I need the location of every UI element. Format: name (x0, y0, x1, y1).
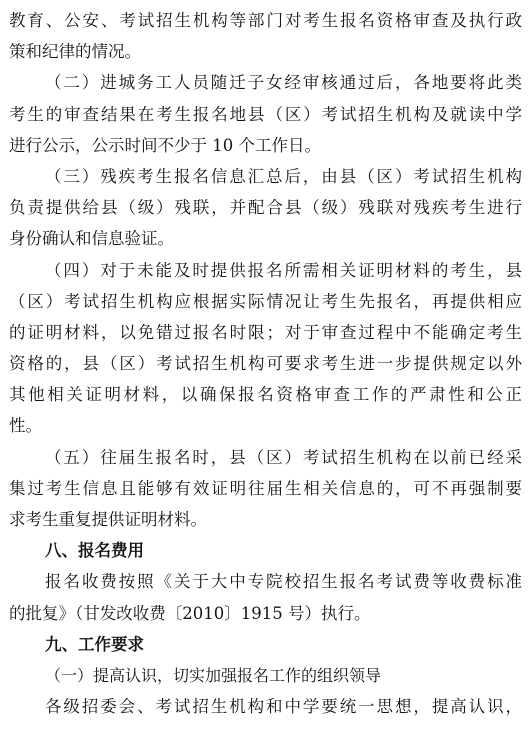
paragraph-line: （区）考试招生机构应根据实际情况让考生先报名，再提供相应 (9, 291, 522, 311)
paragraph-line: 报名收费按照《关于大中专院校招生报名考试费等收费标准 (45, 572, 522, 592)
paragraph-line: 身份确认和信息验证。 (9, 229, 174, 249)
paragraph-line: 其他相关证明材料，以确保报名资格审查工作的严肃性和公正 (9, 385, 522, 405)
paragraph-line: 求考生重复提供证明材料。 (9, 510, 207, 529)
paragraph-line: （四）对于未能及时提供报名所需相关证明材料的考生，县 (45, 260, 522, 280)
paragraph-line: 性。 (9, 416, 42, 436)
paragraph-line: 各级招委会、考试招生机构和中学要统一思想，提高认识， (45, 697, 522, 717)
paragraph-line: （三）残疾考生报名信息汇总后，由县（区）考试招生机构 (45, 166, 522, 186)
paragraph-line: 考生的审查结果在考生报名地县（区）考试招生机构及就读中学 (9, 104, 522, 124)
paragraph-line: 负责提供给县（级）残联，并配合县（级）残联对残疾考生进行 (9, 198, 522, 218)
paragraph-line: 集过考生信息且能够有效证明往届生相关信息的，可不再强制要 (9, 478, 522, 498)
paragraph-line: 教育、公安、考试招生机构等部门对考生报名资格审查及执行政 (9, 11, 522, 30)
paragraph-line: （五）往届生报名时，县（区）考试招生机构在以前已经采 (45, 447, 522, 467)
paragraph-line: 策和纪律的情况。 (9, 42, 141, 62)
paragraph-line: 的证明材料，以免错过报名时限；对于审查过程中不能确定考生 (9, 322, 522, 342)
paragraph-line: 的批复》（甘发改收费〔2010〕1915 号）执行。 (9, 603, 371, 623)
section-heading: 八、报名费用 (45, 541, 144, 561)
paragraph-line: 资格的，县（区）考试招生机构可要求考生进一步提供规定以外 (9, 354, 522, 374)
paragraph-line: 进行公示，公示时间不少于 10 个工作日。 (9, 135, 321, 155)
paragraph-line: （二）进城务工人员随迁子女经审核通过后，各地要将此类 (45, 73, 522, 93)
subsection-heading: （一）提高认识，切实加强报名工作的组织领导 (45, 665, 382, 685)
section-heading: 九、工作要求 (45, 634, 144, 654)
